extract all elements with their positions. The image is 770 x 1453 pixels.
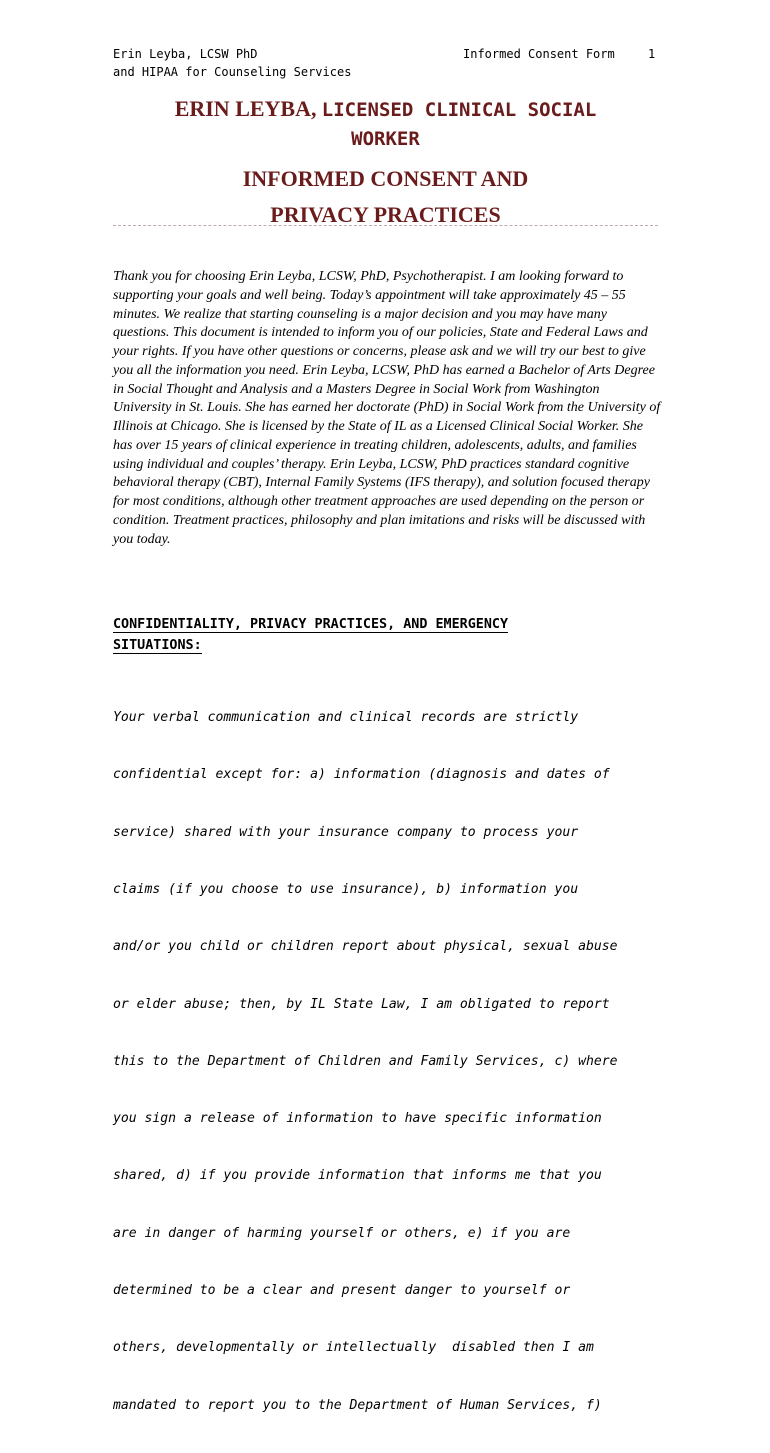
body-line: this to the Department of Children and Family Services, c) where xyxy=(113,1053,618,1069)
document-title xyxy=(113,95,658,153)
body-line: and/or you child or children report about physical, sexual abuse xyxy=(113,939,618,955)
section-heading-line-2: SITUATIONS: xyxy=(113,638,202,653)
title-line-2 xyxy=(113,124,658,153)
header-subtitle: and HIPAA for Counseling Services xyxy=(113,65,352,79)
document-subtitle xyxy=(113,161,658,233)
body-line: Your verbal communication and clinical records are strictly xyxy=(113,710,579,726)
title-name: ERIN LEYBA, xyxy=(174,96,317,121)
body-line: are in danger of harming yourself or others, e) if you are xyxy=(113,1225,571,1241)
body-line: mandated to report you to the Department of Human Services, f) xyxy=(113,1397,602,1413)
body-line: service) shared with your insurance company to process your xyxy=(113,824,579,840)
intro-paragraph: Thank you for choosing Erin Leyba, LCSW, PhD, Psychotherapist. I am looking forward to supporting your goals and well being. Today’s appointment will take approximately 45 – 55 minutes. We realize that starting counseling is a major decision and you may have many questions. This document is intended to inform you of our policies, State and Federal Laws and your rights. If you have other questions or concerns, please ask and we will try our best to give you all the information you need. Erin Leyba, LCSW, PhD has earned a Bachelor of Arts Degree in Social Thought and Analysis and a Masters Degree in Social Work from Washington University in St. Louis. She has earned her doctorate (PhD) in Social Work from the University of Illinois at Chicago. She is licensed by the State of IL as a Licensed Clinical Social Worker. She has over 15 years of clinical experience in treating children, adolescents, adults, and families using individual and couples’ therapy. Erin Leyba, LCSW, PhD practices standard cognitive behavioral therapy (CBT), Internal Family Systems (IFS therapy), and solution focused therapy for most conditions, although other treatment approaches are used depending on the person or condition. Treatment practices, philosophy and plan imitations and risks will be discussed with you today. xyxy=(113,269,661,547)
title-credential-cont: WORKER xyxy=(351,128,420,150)
body-line: others, developmentally or intellectually disabled then I am xyxy=(113,1340,594,1356)
section-heading xyxy=(113,614,633,656)
body-line: you sign a release of information to have specific information xyxy=(113,1111,602,1127)
body-line: confidential except for: a) information (diagnosis and dates of xyxy=(113,767,610,783)
body-line: shared, d) if you provide information that informs me that you xyxy=(113,1168,602,1184)
header-author: Erin Leyba, LCSW PhD xyxy=(113,47,258,61)
running-header-left xyxy=(113,45,351,81)
body-line: claims (if you choose to use insurance), b) information you xyxy=(113,882,579,898)
confidentiality-body xyxy=(113,670,661,1453)
title-credential: LICENSED CLINICAL SOCIAL xyxy=(321,99,597,121)
subtitle-line-2: PRIVACY PRACTICES xyxy=(270,202,501,227)
running-header-title: Informed Consent Form xyxy=(463,47,615,61)
title-divider xyxy=(113,225,658,226)
body-line: determined to be a clear and present danger to yourself or xyxy=(113,1283,571,1298)
section-heading-line-1: CONFIDENTIALITY, PRIVACY PRACTICES, AND EMERGENCY xyxy=(113,617,509,632)
page-number: 1 xyxy=(648,47,656,61)
title-line-1 xyxy=(113,95,658,124)
subtitle-line-1: INFORMED CONSENT AND xyxy=(242,166,529,191)
body-line: or elder abuse; then, by IL State Law, I am obligated to report xyxy=(113,996,610,1012)
